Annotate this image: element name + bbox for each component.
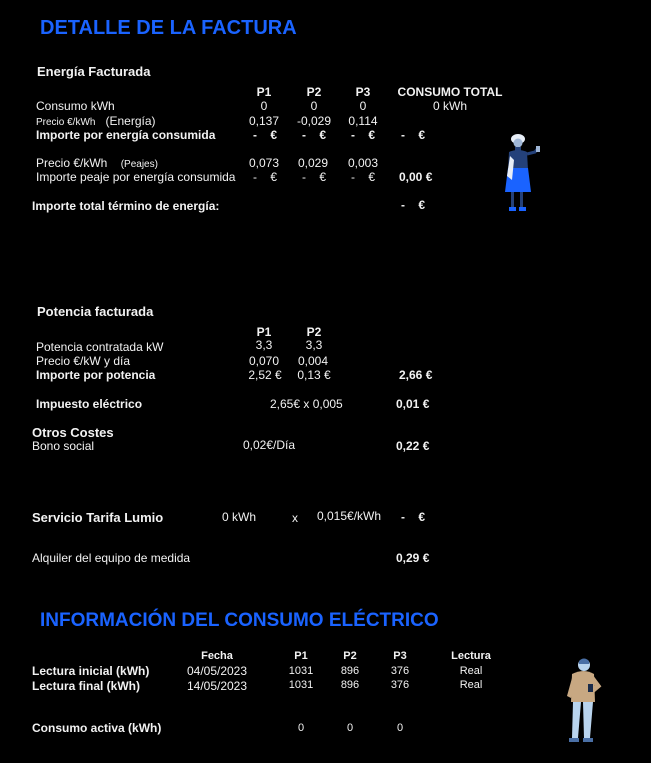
pot-col-p1: P1 bbox=[256, 325, 272, 339]
row-final-p1: 1031 bbox=[288, 679, 314, 691]
energy-heading: Energía Facturada bbox=[37, 64, 151, 79]
otros-heading: Otros Costes bbox=[32, 425, 114, 440]
importe-energia-p2: - € bbox=[302, 128, 327, 142]
importe-peaje-total: 0,00 € bbox=[399, 170, 433, 184]
alquiler-label: Alquiler del equipo de medida bbox=[32, 551, 191, 565]
row-inicial-fecha: 04/05/2023 bbox=[186, 664, 248, 678]
row-inicial-p1: 1031 bbox=[288, 665, 314, 677]
precio-peaje-p3: 0,003 bbox=[347, 156, 379, 170]
pot-precio-p1: 0,070 bbox=[248, 354, 280, 368]
importe-energia-label: Importe por energía consumida bbox=[36, 128, 216, 142]
activa-p3: 0 bbox=[396, 722, 404, 734]
bono-rate: 0,02€/Día bbox=[243, 438, 296, 452]
importe-peaje-label: Importe peaje por energía consumida bbox=[36, 170, 236, 184]
servicio-label: Servicio Tarifa Lumio bbox=[32, 510, 164, 525]
precio-energia-label bbox=[36, 114, 156, 128]
importe-peaje-p1: - € bbox=[253, 170, 278, 184]
pot-importe-p1: 2,52 € bbox=[248, 368, 282, 382]
potencia-heading: Potencia facturada bbox=[37, 304, 154, 319]
row-final-lectura: Real bbox=[459, 679, 483, 691]
pot-importe-total: 2,66 € bbox=[399, 368, 433, 382]
th-p2: P2 bbox=[343, 650, 357, 662]
man-with-phone-icon bbox=[562, 656, 602, 746]
consumo-label: Consumo kWh bbox=[36, 99, 115, 113]
precio-energia-p3: 0,114 bbox=[348, 114, 378, 128]
precio-peaje-p2: 0,029 bbox=[297, 156, 329, 170]
row-final-fecha: 14/05/2023 bbox=[186, 679, 248, 693]
precio-peaje-label bbox=[36, 156, 158, 170]
row-final-p3: 376 bbox=[390, 679, 410, 691]
bono-label: Bono social bbox=[32, 439, 95, 453]
col-p1: P1 bbox=[256, 85, 272, 99]
col-consumo-total: CONSUMO TOTAL bbox=[397, 85, 503, 99]
pot-col-p2: P2 bbox=[306, 325, 322, 339]
pot-contratada-p1: 3,3 bbox=[255, 338, 273, 352]
consumo-title: INFORMACIÓN DEL CONSUMO ELÉCTRICO bbox=[40, 610, 439, 631]
activa-p2: 0 bbox=[346, 722, 354, 734]
consumo-p1: 0 bbox=[260, 99, 268, 113]
precio-peaje-label-a: Precio €/kWh bbox=[36, 156, 108, 170]
precio-energia-label-b: (Energía) bbox=[105, 114, 156, 128]
row-inicial-p2: 896 bbox=[340, 665, 360, 677]
importe-peaje-p3: - € bbox=[351, 170, 376, 184]
impuesto-value: 0,01 € bbox=[396, 397, 430, 411]
importe-energia-total: - € bbox=[401, 128, 426, 142]
col-p2: P2 bbox=[306, 85, 322, 99]
precio-energia-label-a: Precio €/kWh bbox=[36, 117, 96, 128]
alquiler-value: 0,29 € bbox=[396, 551, 430, 565]
pot-precio-p2: 0,004 bbox=[297, 354, 329, 368]
th-fecha: Fecha bbox=[201, 650, 233, 662]
row-inicial-p3: 376 bbox=[390, 665, 410, 677]
servicio-x: x bbox=[292, 511, 298, 525]
precio-peaje-label-b: (Peajes) bbox=[120, 159, 158, 170]
th-p1: P1 bbox=[294, 650, 308, 662]
consumo-p3: 0 bbox=[359, 99, 367, 113]
col-p3: P3 bbox=[355, 85, 371, 99]
pot-contratada-p2: 3,3 bbox=[305, 338, 323, 352]
row-inicial-lectura: Real bbox=[459, 665, 483, 677]
impuesto-label: Impuesto eléctrico bbox=[36, 397, 143, 411]
row-inicial-label: Lectura inicial (kWh) bbox=[32, 664, 150, 678]
woman-with-phone-icon bbox=[500, 130, 544, 214]
importe-energia-p1: - € bbox=[253, 128, 278, 142]
total-energia-label: Importe total término de energía: bbox=[32, 199, 220, 213]
servicio-value: - € bbox=[401, 510, 426, 524]
servicio-rate: 0,015€/kWh bbox=[317, 509, 382, 523]
consumo-total: 0 kWh bbox=[432, 99, 467, 113]
precio-energia-p2: -0,029 bbox=[296, 114, 332, 128]
importe-peaje-p2: - € bbox=[302, 170, 327, 184]
row-final-label: Lectura final (kWh) bbox=[32, 679, 141, 693]
precio-energia-p1: 0,137 bbox=[248, 114, 280, 128]
servicio-kwh: 0 kWh bbox=[222, 510, 257, 524]
bono-value: 0,22 € bbox=[396, 439, 430, 453]
impuesto-calc: 2,65€ x 0,005 bbox=[270, 397, 343, 411]
th-lectura: Lectura bbox=[451, 650, 491, 662]
importe-energia-p3: - € bbox=[351, 128, 376, 142]
pot-contratada-label: Potencia contratada kW bbox=[36, 340, 164, 354]
th-p3: P3 bbox=[393, 650, 407, 662]
precio-peaje-p1: 0,073 bbox=[248, 156, 280, 170]
activa-label: Consumo activa (kWh) bbox=[32, 721, 162, 735]
total-energia-value: - € bbox=[401, 198, 426, 212]
activa-p1: 0 bbox=[297, 722, 305, 734]
row-final-p2: 896 bbox=[340, 679, 360, 691]
invoice-title: DETALLE DE LA FACTURA bbox=[40, 17, 297, 39]
pot-importe-label: Importe por potencia bbox=[36, 368, 156, 382]
pot-precio-label: Precio €/kW y día bbox=[36, 354, 131, 368]
consumo-p2: 0 bbox=[310, 99, 318, 113]
pot-importe-p2: 0,13 € bbox=[297, 368, 331, 382]
